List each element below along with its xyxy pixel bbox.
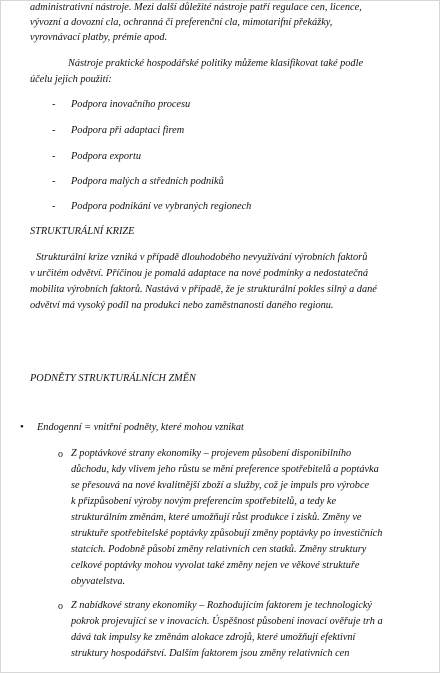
text-line: důchodu, kdy vlivem jeho růstu se mění preference spotřebitelů a poptávka [71, 464, 379, 475]
list-marker: - [52, 176, 56, 187]
text-line: vyrovnávací platby, prémie apod. [30, 32, 168, 43]
text-line: se přesouvá na nové kvalitnější zboží a služby, což je impuls pro výrobce [71, 480, 370, 491]
text-line: k přizpůsobení výroby novým preferencím spotřebitelů, a tedy ke [71, 496, 337, 507]
text-line: obyvatelstva. [71, 576, 126, 587]
bullet-marker: • [20, 421, 24, 433]
list-item: Podpora podnikání ve vybraných regionech [71, 201, 252, 212]
list-marker: - [52, 99, 56, 110]
text-line: odvětví má vysoký podíl na produkci nebo zaměstnanosti daného regionu. [30, 300, 334, 311]
text-line: Nástroje praktické hospodářské politiky můžeme klasifikovat také podle [68, 58, 364, 69]
text-line: pokrok projevující se v inovacích. Úspěšnost působení inovací ověřuje trh a [71, 616, 383, 627]
list-item: Podpora exportu [71, 151, 142, 162]
text-line: Z nabídkové strany ekonomiky – Rozhodujícím faktorem je technologický [71, 600, 373, 611]
sub-bullet-marker: o [58, 449, 63, 460]
list-marker: - [52, 201, 56, 212]
text-line: statcích. Podobně působí změny relativních cen statků. Změny struktury [71, 544, 367, 555]
list-item: Podpora malých a středních podniků [71, 176, 224, 187]
text-line: Strukturální krize vzniká v případě dlouhodobého nevyužívání výrobních faktorů [36, 252, 368, 263]
sub-bullet-marker: o [58, 601, 63, 612]
text-line: strukturálním změnám, které umožňují růst produkce i zisků. Změny ve [71, 512, 362, 523]
text-line: struktuře spotřebitelské poptávky způsobují změny poptávky po investičních [71, 528, 383, 539]
list-item: Podpora inovačního procesu [71, 99, 191, 110]
list-marker: - [52, 151, 56, 162]
section-heading: PODNĚTY STRUKTURÁLNÍCH ZMĚN [30, 373, 196, 384]
text-line: účelu jejich použití: [30, 74, 112, 85]
bullet-item: Endogenní = vnitřní podněty, které mohou vznikat [37, 422, 244, 433]
text-line: administrativní nástroje. Mezi další důležité nástroje patří regulace cen, licence, [30, 2, 362, 13]
text-line: vývozní a dovozní cla, ochranná či preferenční cla, mimotarifní překážky, [30, 17, 333, 28]
text-line: dává tak impulsy ke změnám alokace zdrojů, které umožňují efektivní [71, 632, 356, 643]
text-line: Z poptávkové strany ekonomiky – projevem působení disponibilního [71, 448, 352, 459]
list-item: Podpora při adaptaci firem [71, 125, 185, 136]
text-line: v určitém odvětví. Příčinou je pomalá adaptace na nové podmínky a nedostatečná [30, 268, 368, 279]
text-line: mobilita výrobních faktorů. Nastává v případě, že je strukturální pokles silný a dané [30, 284, 377, 295]
list-marker: - [52, 125, 56, 136]
text-line: celkové poptávky mohou vyvolat také změny nejen ve věkové struktuře [71, 560, 360, 571]
section-heading: STRUKTURÁLNÍ KRIZE [30, 226, 135, 237]
text-line: struktury hospodářství. Dalším faktorem jsou změny relativních cen [71, 648, 350, 659]
